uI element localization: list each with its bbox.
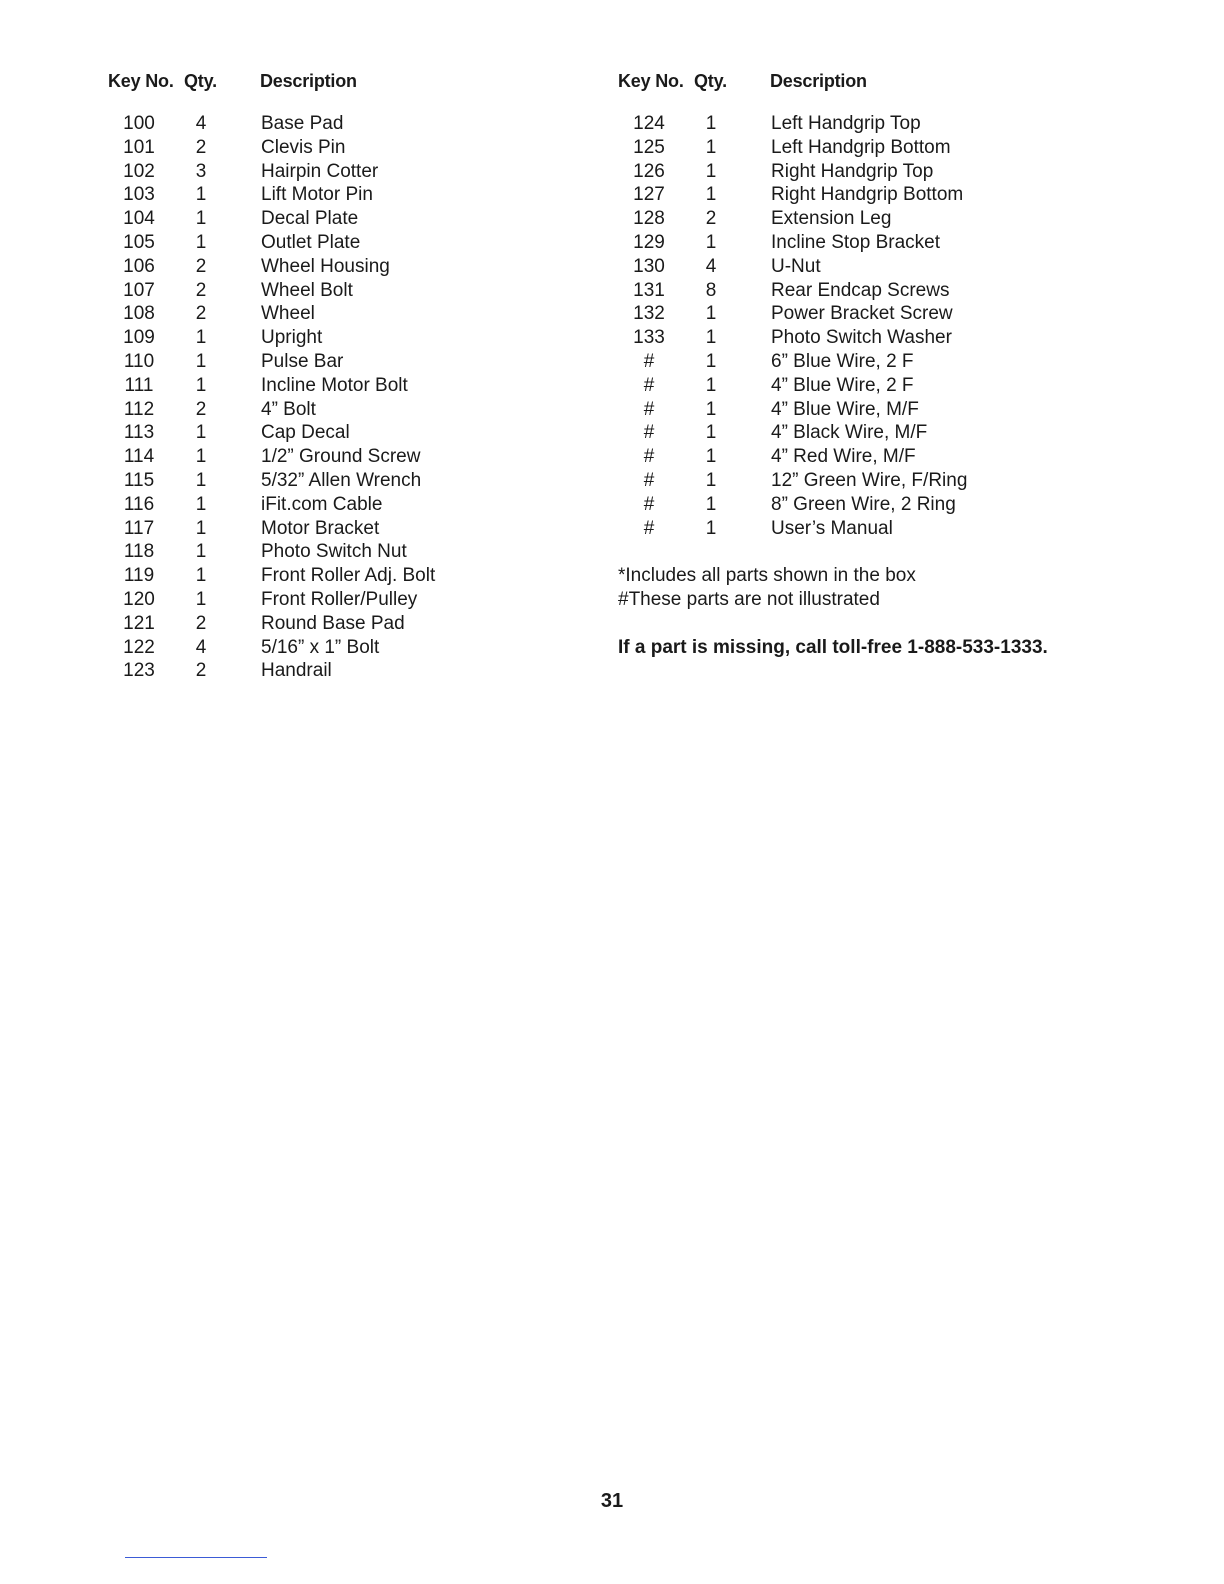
- table-row: [618, 421, 1178, 445]
- part-description: Left Handgrip Top: [771, 113, 921, 134]
- table-row: [108, 517, 578, 541]
- part-qty: 1: [705, 422, 717, 444]
- parts-rows: [618, 112, 1178, 540]
- part-qty: 1: [195, 469, 207, 491]
- part-key-no: 108: [123, 303, 155, 325]
- part-key-no: 107: [123, 279, 155, 301]
- part-qty: 1: [195, 374, 207, 396]
- part-description: 4” Blue Wire, M/F: [771, 398, 919, 420]
- part-qty: 1: [195, 184, 207, 206]
- part-qty: 2: [195, 398, 207, 420]
- table-row: [618, 469, 1178, 493]
- table-row: [108, 564, 578, 588]
- table-row: [108, 279, 578, 303]
- part-key-no: 104: [123, 208, 155, 230]
- part-qty: 2: [195, 612, 207, 634]
- page-number: 31: [600, 1490, 624, 1512]
- notes: [618, 564, 1178, 612]
- part-key-no: 120: [123, 588, 155, 610]
- missing-part-callout: If a part is missing, call toll-free 1-888-533-1333.: [618, 637, 1048, 659]
- table-row: [618, 493, 1178, 517]
- part-qty: 1: [705, 350, 717, 372]
- table-row: [618, 350, 1178, 374]
- table-row: [618, 445, 1178, 469]
- table-row: [108, 302, 578, 326]
- part-key-no: 103: [123, 184, 155, 206]
- table-row: [108, 398, 578, 422]
- part-key-no: #: [643, 398, 655, 420]
- table-row: [618, 517, 1178, 541]
- part-qty: 1: [195, 565, 207, 587]
- part-description: Photo Switch Washer: [771, 327, 952, 349]
- part-qty: 1: [195, 208, 207, 230]
- part-qty: 2: [195, 660, 207, 682]
- part-key-no: 110: [123, 350, 155, 372]
- part-key-no: 101: [123, 136, 155, 158]
- part-key-no: 116: [123, 493, 155, 515]
- part-qty: 2: [705, 208, 717, 230]
- part-description: Wheel: [261, 303, 315, 325]
- part-description: Upright: [261, 327, 323, 349]
- part-key-no: 102: [123, 160, 155, 182]
- part-qty: 1: [705, 184, 717, 206]
- part-qty: 2: [195, 303, 207, 325]
- part-key-no: 129: [633, 231, 665, 253]
- key-no-header: Key No.: [618, 71, 684, 91]
- part-qty: 4: [195, 636, 207, 658]
- qty-header: Qty.: [694, 71, 727, 91]
- description-header: Description: [770, 71, 867, 91]
- part-description: 12” Green Wire, F/Ring: [771, 469, 968, 491]
- part-key-no: 125: [633, 136, 665, 158]
- table-row: [108, 231, 578, 255]
- table-row: [618, 112, 1178, 136]
- part-description: Front Roller Adj. Bolt: [261, 565, 436, 587]
- part-key-no: 122: [123, 636, 155, 658]
- qty-header: Qty.: [184, 71, 217, 91]
- table-row: [108, 350, 578, 374]
- part-qty: 2: [195, 255, 207, 277]
- part-description: Incline Stop Bracket: [771, 231, 940, 253]
- part-qty: 1: [705, 469, 717, 491]
- table-header: [618, 66, 1178, 96]
- part-description: Photo Switch Nut: [261, 541, 407, 563]
- part-qty: 1: [195, 517, 207, 539]
- table-row: [108, 612, 578, 636]
- part-key-no: 130: [633, 255, 665, 277]
- part-key-no: 118: [123, 541, 155, 563]
- part-key-no: #: [643, 469, 655, 491]
- table-row: [108, 112, 578, 136]
- table-row: [108, 588, 578, 612]
- part-key-no: 113: [123, 422, 155, 444]
- part-qty: 1: [705, 136, 717, 158]
- part-description: Motor Bracket: [261, 517, 380, 539]
- part-qty: 1: [195, 327, 207, 349]
- table-row: [108, 493, 578, 517]
- part-key-no: 133: [633, 327, 665, 349]
- note-included: *Includes all parts shown in the box: [618, 565, 916, 587]
- table-row: [108, 636, 578, 660]
- part-description: Right Handgrip Bottom: [771, 184, 964, 206]
- part-description: 5/32” Allen Wrench: [261, 469, 422, 491]
- part-key-no: #: [643, 422, 655, 444]
- part-qty: 4: [705, 255, 717, 277]
- part-key-no: 127: [633, 184, 665, 206]
- note-not-illustrated: #These parts are not illustrated: [618, 589, 880, 611]
- part-description: 4” Blue Wire, 2 F: [771, 374, 914, 396]
- part-key-no: #: [643, 446, 655, 468]
- table-row: [618, 231, 1178, 255]
- key-no-header: Key No.: [108, 71, 174, 91]
- part-key-no: 114: [123, 446, 155, 468]
- part-description: Outlet Plate: [261, 231, 361, 253]
- table-row: [108, 160, 578, 184]
- parts-list-left: [108, 66, 578, 683]
- part-qty: 1: [705, 327, 717, 349]
- part-key-no: 100: [123, 113, 155, 134]
- part-description: Decal Plate: [261, 208, 359, 230]
- part-key-no: 106: [123, 255, 155, 277]
- part-description: 6” Blue Wire, 2 F: [771, 350, 914, 372]
- part-key-no: 115: [123, 469, 155, 491]
- part-description: Incline Motor Bolt: [261, 374, 408, 396]
- table-row: [108, 374, 578, 398]
- part-key-no: 119: [123, 565, 155, 587]
- part-key-no: 123: [123, 660, 155, 682]
- table-row: [618, 398, 1178, 422]
- part-description: Wheel Bolt: [261, 279, 353, 301]
- table-row: [618, 302, 1178, 326]
- table-row: [618, 183, 1178, 207]
- part-key-no: 132: [633, 303, 665, 325]
- part-qty: 1: [195, 493, 207, 515]
- part-key-no: 126: [633, 160, 665, 182]
- table-row: [108, 469, 578, 493]
- part-key-no: 131: [633, 279, 665, 301]
- part-description: Wheel Housing: [261, 255, 390, 277]
- part-qty: 1: [705, 160, 717, 182]
- part-key-no: 117: [123, 517, 155, 539]
- part-key-no: #: [643, 350, 655, 372]
- table-row: [108, 659, 578, 683]
- table-row: [108, 326, 578, 350]
- part-description: 8” Green Wire, 2 Ring: [771, 493, 956, 515]
- part-key-no: #: [643, 493, 655, 515]
- table-row: [618, 279, 1178, 303]
- part-key-no: #: [643, 374, 655, 396]
- part-description: Clevis Pin: [261, 136, 346, 158]
- part-qty: 1: [705, 517, 717, 539]
- part-qty: 1: [195, 446, 207, 468]
- part-key-no: 128: [633, 208, 665, 230]
- part-qty: 1: [195, 231, 207, 253]
- part-qty: 8: [705, 279, 717, 301]
- part-qty: 1: [705, 231, 717, 253]
- part-qty: 1: [195, 541, 207, 563]
- table-row: [618, 255, 1178, 279]
- part-description: Cap Decal: [261, 422, 350, 444]
- part-description: Rear Endcap Screws: [771, 279, 950, 301]
- footer-rule: [125, 1557, 267, 1558]
- part-qty: 2: [195, 136, 207, 158]
- part-qty: 2: [195, 279, 207, 301]
- part-qty: 1: [705, 113, 717, 134]
- part-description: Left Handgrip Bottom: [771, 136, 951, 158]
- part-description: 4” Red Wire, M/F: [771, 446, 916, 468]
- parts-list-right: [618, 66, 1178, 660]
- part-description: 5/16” x 1” Bolt: [261, 636, 380, 658]
- table-row: [108, 255, 578, 279]
- part-description: iFit.com Cable: [261, 493, 383, 515]
- table-row: [618, 136, 1178, 160]
- part-qty: 1: [195, 422, 207, 444]
- part-qty: 1: [705, 493, 717, 515]
- description-header: Description: [260, 71, 357, 91]
- table-row: [618, 207, 1178, 231]
- part-description: Base Pad: [261, 113, 344, 134]
- table-row: [108, 183, 578, 207]
- part-key-no: 124: [633, 113, 665, 134]
- part-description: Front Roller/Pulley: [261, 588, 418, 610]
- part-key-no: 105: [123, 231, 155, 253]
- table-row: [108, 540, 578, 564]
- part-description: Pulse Bar: [261, 350, 344, 372]
- part-qty: 1: [705, 303, 717, 325]
- part-key-no: 112: [123, 398, 155, 420]
- part-key-no: 109: [123, 327, 155, 349]
- part-qty: 1: [705, 398, 717, 420]
- part-description: 1/2” Ground Screw: [261, 446, 421, 468]
- part-key-no: 111: [124, 374, 154, 396]
- part-description: 4” Black Wire, M/F: [771, 422, 928, 444]
- table-row: [618, 374, 1178, 398]
- part-qty: 4: [195, 113, 207, 134]
- part-description: Hairpin Cotter: [261, 160, 379, 182]
- part-key-no: 121: [123, 612, 155, 634]
- table-row: [108, 207, 578, 231]
- table-row: [108, 136, 578, 160]
- part-description: Power Bracket Screw: [771, 303, 953, 325]
- part-description: 4” Bolt: [261, 398, 316, 420]
- part-qty: 1: [195, 588, 207, 610]
- part-description: U-Nut: [771, 255, 821, 277]
- part-qty: 1: [705, 374, 717, 396]
- part-qty: 1: [195, 350, 207, 372]
- table-row: [618, 326, 1178, 350]
- parts-rows: [108, 112, 578, 683]
- table-row: [108, 421, 578, 445]
- part-qty: 3: [195, 160, 207, 182]
- part-description: Extension Leg: [771, 208, 892, 230]
- part-description: Lift Motor Pin: [261, 184, 373, 206]
- part-description: Round Base Pad: [261, 612, 405, 634]
- table-row: [108, 445, 578, 469]
- part-description: User’s Manual: [771, 517, 893, 539]
- part-description: Handrail: [261, 660, 332, 682]
- part-key-no: #: [643, 517, 655, 539]
- table-header: [108, 66, 578, 96]
- part-description: Right Handgrip Top: [771, 160, 934, 182]
- part-qty: 1: [705, 446, 717, 468]
- table-row: [618, 160, 1178, 184]
